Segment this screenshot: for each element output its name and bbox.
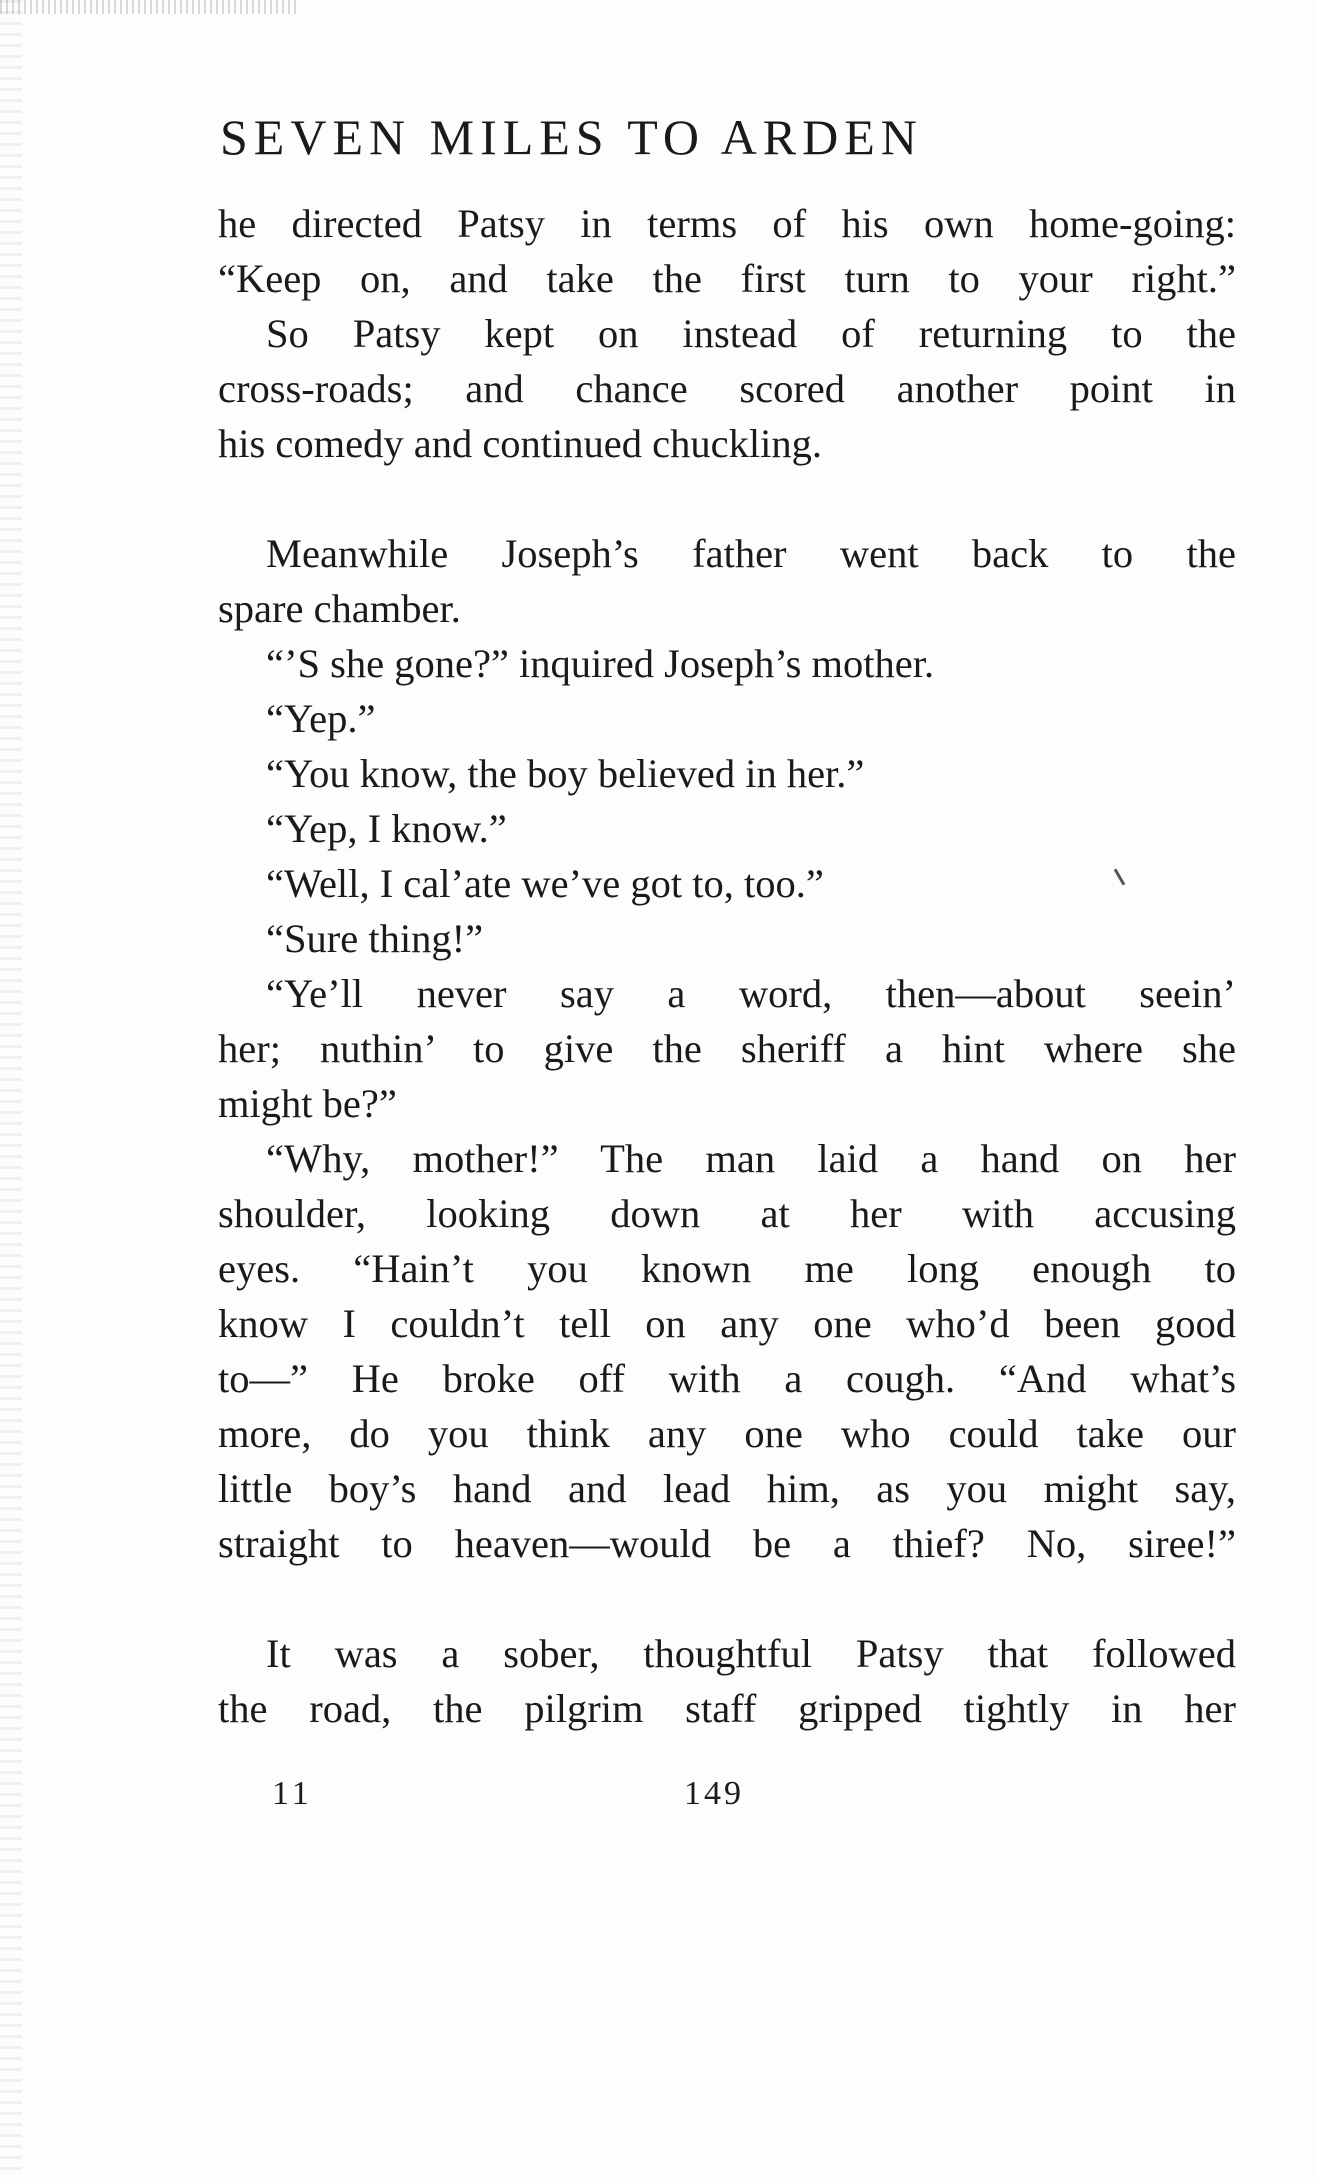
text-line: shoulder, looking down at her with accusing [218,1191,1236,1236]
text-line: cross-roads; and chance scored another point in [218,366,1236,411]
text-line: his comedy and continued chuckling. [218,421,822,466]
section-break [218,471,1236,526]
body-text [218,196,1236,1736]
text-line: to—” He broke off with a cough. “And what’s [218,1356,1236,1401]
scan-edge-top [0,0,300,14]
text-line: It was a sober, thoughtful Patsy that followed [266,1631,1236,1676]
text-line: “You know, the boy believed in her.” [266,751,865,796]
running-head: SEVEN MILES TO ARDEN [220,109,923,165]
text-line: “’S she gone?” inquired Joseph’s mother. [266,641,935,686]
text-line: straight to heaven—would be a thief? No, siree!” [218,1521,1236,1566]
text-line: “Yep.” [266,696,376,741]
text-line: “Ye’ll never say a word, then—about seein’ [266,971,1236,1016]
scan-edge-left [0,0,22,2178]
text-line: So Patsy kept on instead of returning to the [266,311,1236,356]
text-line: Meanwhile Joseph’s father went back to the [266,531,1236,576]
page-number: 149 [684,1775,744,1812]
text-line: he directed Patsy in terms of his own home-going: [218,201,1236,246]
text-line: spare chamber. [218,586,461,631]
text-line: her; nuthin’ to give the sheriff a hint where she [218,1026,1236,1071]
text-line: “Why, mother!” The man laid a hand on her [266,1136,1236,1181]
text-line: “Sure thing!” [266,916,484,961]
text-line: “Keep on, and take the first turn to your right.” [218,256,1236,301]
text-line: “Well, I cal’ate we’ve got to, too.” [266,861,824,906]
text-line: the road, the pilgrim staff gripped tightly in her [218,1686,1236,1731]
text-line: might be?” [218,1081,397,1126]
text-line: little boy’s hand and lead him, as you might say, [218,1466,1236,1511]
text-line: eyes. “Hain’t you known me long enough to [218,1246,1236,1291]
section-break [218,1571,1236,1626]
text-line: “Yep, I know.” [266,806,507,851]
text-line: know I couldn’t tell on any one who’d been good [218,1301,1236,1346]
text-line: more, do you think any one who could take our [218,1411,1236,1456]
signature-mark: 11 [272,1775,313,1812]
